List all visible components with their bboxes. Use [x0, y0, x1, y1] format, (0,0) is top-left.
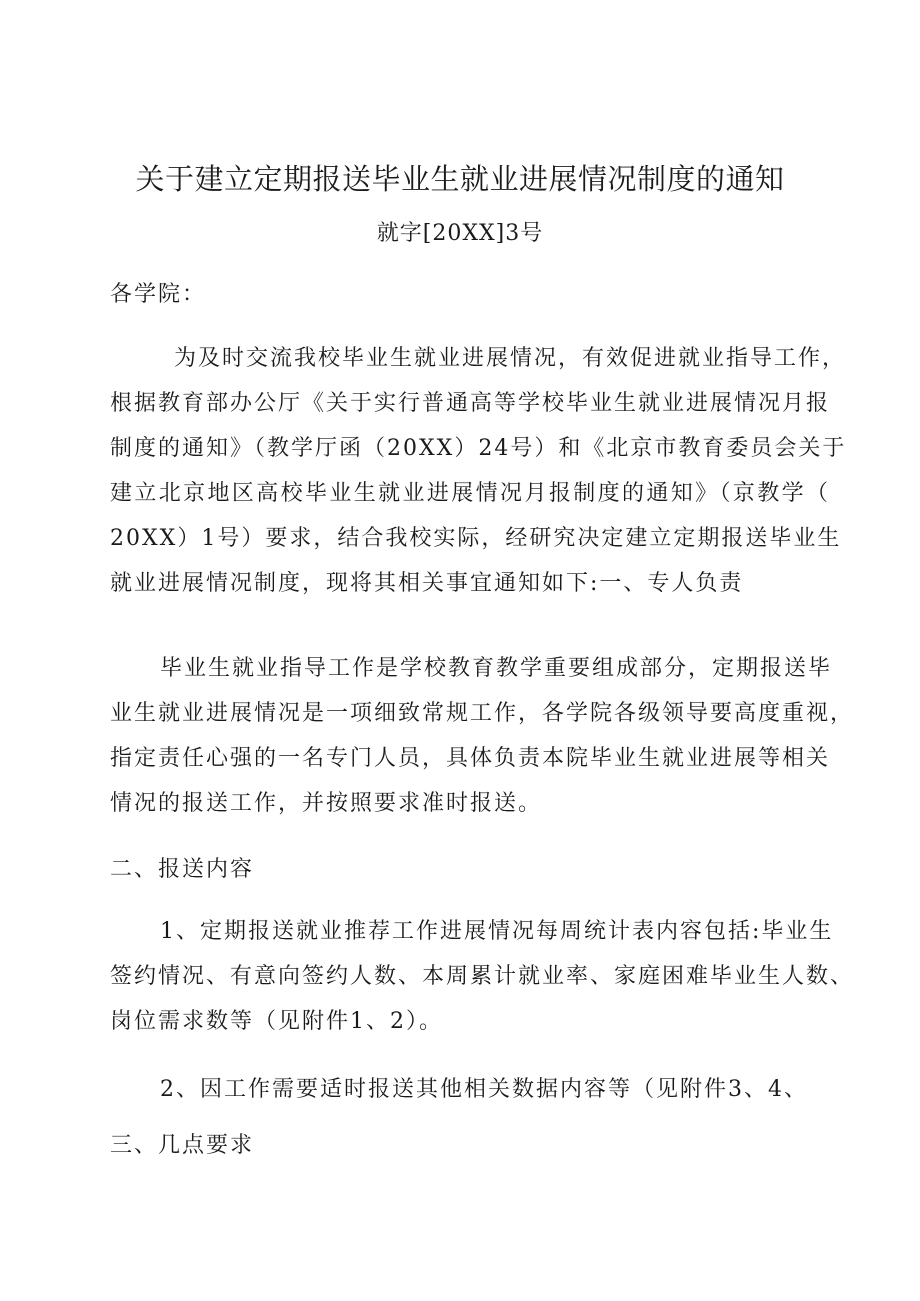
paragraph-3-line: 岗位需求数等（见附件1、2）。 [110, 1009, 443, 1034]
paragraph-1-line: 为及时交流我校毕业生就业进展情况，有效促进就业指导工作， [174, 346, 847, 371]
paragraph-2-line: 业生就业进展情况是一项细致常规工作，各学院各级领导要高度重视， [110, 701, 855, 726]
salutation: 各学院： [110, 282, 207, 307]
paragraph-1-line: 20XX）1号）要求，结合我校实际，经研究决定建立定期报送毕业生 [110, 526, 842, 551]
paragraph-3-line: 1、定期报送就业推荐工作进展情况每周统计表内容包括:毕业生 [160, 919, 834, 944]
paragraph-1-line: 制度的通知》（教学厅函（20XX）24号）和《北京市教育委员会关于 [110, 436, 847, 461]
paragraph-2 [110, 646, 855, 826]
paragraph-2-line: 情况的报送工作，并按照要求准时报送。 [110, 791, 543, 816]
paragraph-1-line: 就业进展情况制度，现将其相关事宜通知如下:一、专人负责 [110, 571, 744, 596]
paragraph-3-line: 签约情况、有意向签约人数、本周累计就业率、家庭困难毕业生人数、 [110, 964, 855, 989]
document-title: 关于建立定期报送毕业生就业进展情况制度的通知 [135, 162, 785, 196]
document-number: 就字[20XX]3号 [376, 221, 544, 246]
paragraph-3 [110, 909, 855, 1044]
paragraph-1-line: 建立北京地区高校毕业生就业进展情况月报制度的通知》（京教学（ [110, 481, 830, 506]
paragraph-4: 2、因工作需要适时报送其他相关数据内容等（见附件3、4、 [160, 1077, 808, 1102]
paragraph-1 [110, 336, 847, 606]
section-heading-2: 二、报送内容 [110, 857, 255, 882]
paragraph-1-line: 根据教育部办公厅《关于实行普通高等学校毕业生就业进展情况月报 [110, 391, 831, 416]
paragraph-2-line: 指定责任心强的一名专门人员，具体负责本院毕业生就业进展等相关 [110, 746, 831, 771]
paragraph-2-line: 毕业生就业指导工作是学校教育教学重要组成部分，定期报送毕 [160, 656, 833, 681]
section-heading-3: 三、几点要求 [110, 1133, 255, 1158]
